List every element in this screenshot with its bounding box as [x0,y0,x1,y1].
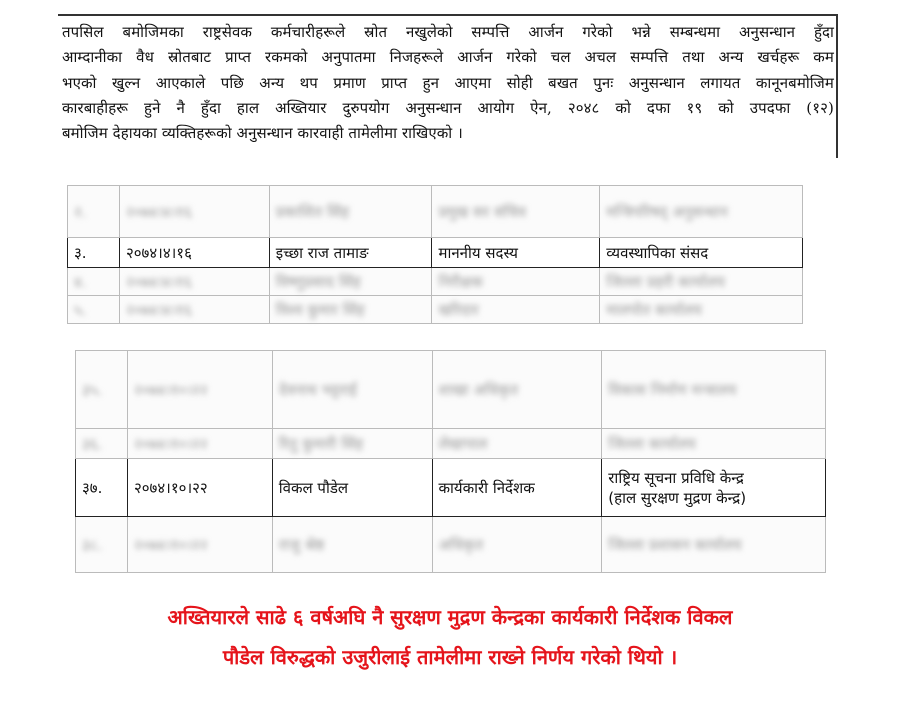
table-row-blurred: ३६. २०७४।१०।२२ रितु कुमारी सिंह लेखापाल जिल्ला कार्यालय [76,429,826,459]
person-post: कार्यकारी निर्देशक [432,459,602,517]
table-row-blurred: ३८. २०७४।१०।२२ राजु श्रेष्ठ अधिकृत जिल्ला प्रशासन कार्यालय [76,517,826,573]
records-table-2 [75,350,826,573]
office-line: राष्ट्रिय सूचना प्रविधि केन्द्र [608,468,744,487]
person-post: माननीय सदस्य [432,238,600,268]
person-office [602,459,826,517]
serial-number: ३७. [76,459,128,517]
caption-line: अख्तियारले साढे ६ वर्षअघि नै सुरक्षण मुद्रण केन्द्रका कार्यकारी निर्देशक विकल [167,605,733,629]
paragraph-line: बमोजिम देहायका व्यक्तिहरूको अनुसन्धान कारवाही तामेलीमा राखिएको । [62,124,463,143]
table-row-blurred: ४. २०७४।४।१६ विष्णुप्रसाद सिंह निरीक्षक जिल्ला प्रहरी कार्यालय [68,268,803,296]
table-row [68,238,803,268]
table-row [76,459,826,517]
paragraph-line: तपसिल बमोजिमका राष्ट्रसेवक कर्मचारीहरूले स्रोत नखुलेको सम्पत्ति आर्जन गरेको भन्ने सम्बन्धमा अनुसन्धान हुँदा [62,23,834,41]
serial-number: ३. [68,238,120,268]
paragraph-line: आम्दानीका वैध स्रोतबाट प्राप्त रकमको अनुपातमा निजहरूले आर्जन गरेको चल अचल सम्पत्ति तथा अन्य खर्चहरू कम [62,48,834,67]
paragraph-line: भएको खुल्न आएकाले पछि अन्य थप प्रमाण प्राप्त हुन आएमा सोही बखत पुनः अनुसन्धान लगायत कानूनबमोजिम [62,73,834,92]
decision-date: २०७४।१०।२२ [127,459,272,517]
caption-line: पौडेल विरुद्धको उजुरीलाई तामेलीमा राख्ने निर्णय गरेको थियो । [222,645,678,669]
person-name: इच्छा राज तामाङ [269,238,432,268]
office-line: (हाल सुरक्षण मुद्रण केन्द्र) [608,488,747,507]
document-paragraph [62,20,834,146]
table-row-blurred: ३५. २०७४।१०।२२ देवनाथ भट्टराई शाखा अधिकृत विकास निर्माण मन्त्रालय [76,351,826,429]
records-table-1 [67,185,803,324]
decision-date: २०७४।४।१६ [119,238,269,268]
person-name: विकल पौडेल [272,459,432,517]
table-row-blurred: ५. २०७४।४।१६ विश्व कुमार सिंह खरिदार मालपोत कार्यालय [68,296,803,324]
person-office: व्यवस्थापिका संसद [600,238,803,268]
table-row-blurred: २. २०७४।४।१६ प्रकाशित सिंह प्रमुख सर संचिव मन्त्रिपरिषद् अनुसन्धान [68,186,803,238]
paragraph-line: कारबाहीहरू हुने नै हुँदा हाल अख्तियार दुरुपयोग अनुसन्धान आयोग ऐन, २०४८ को दफा १९ को उपदफा (१२) [62,98,834,117]
